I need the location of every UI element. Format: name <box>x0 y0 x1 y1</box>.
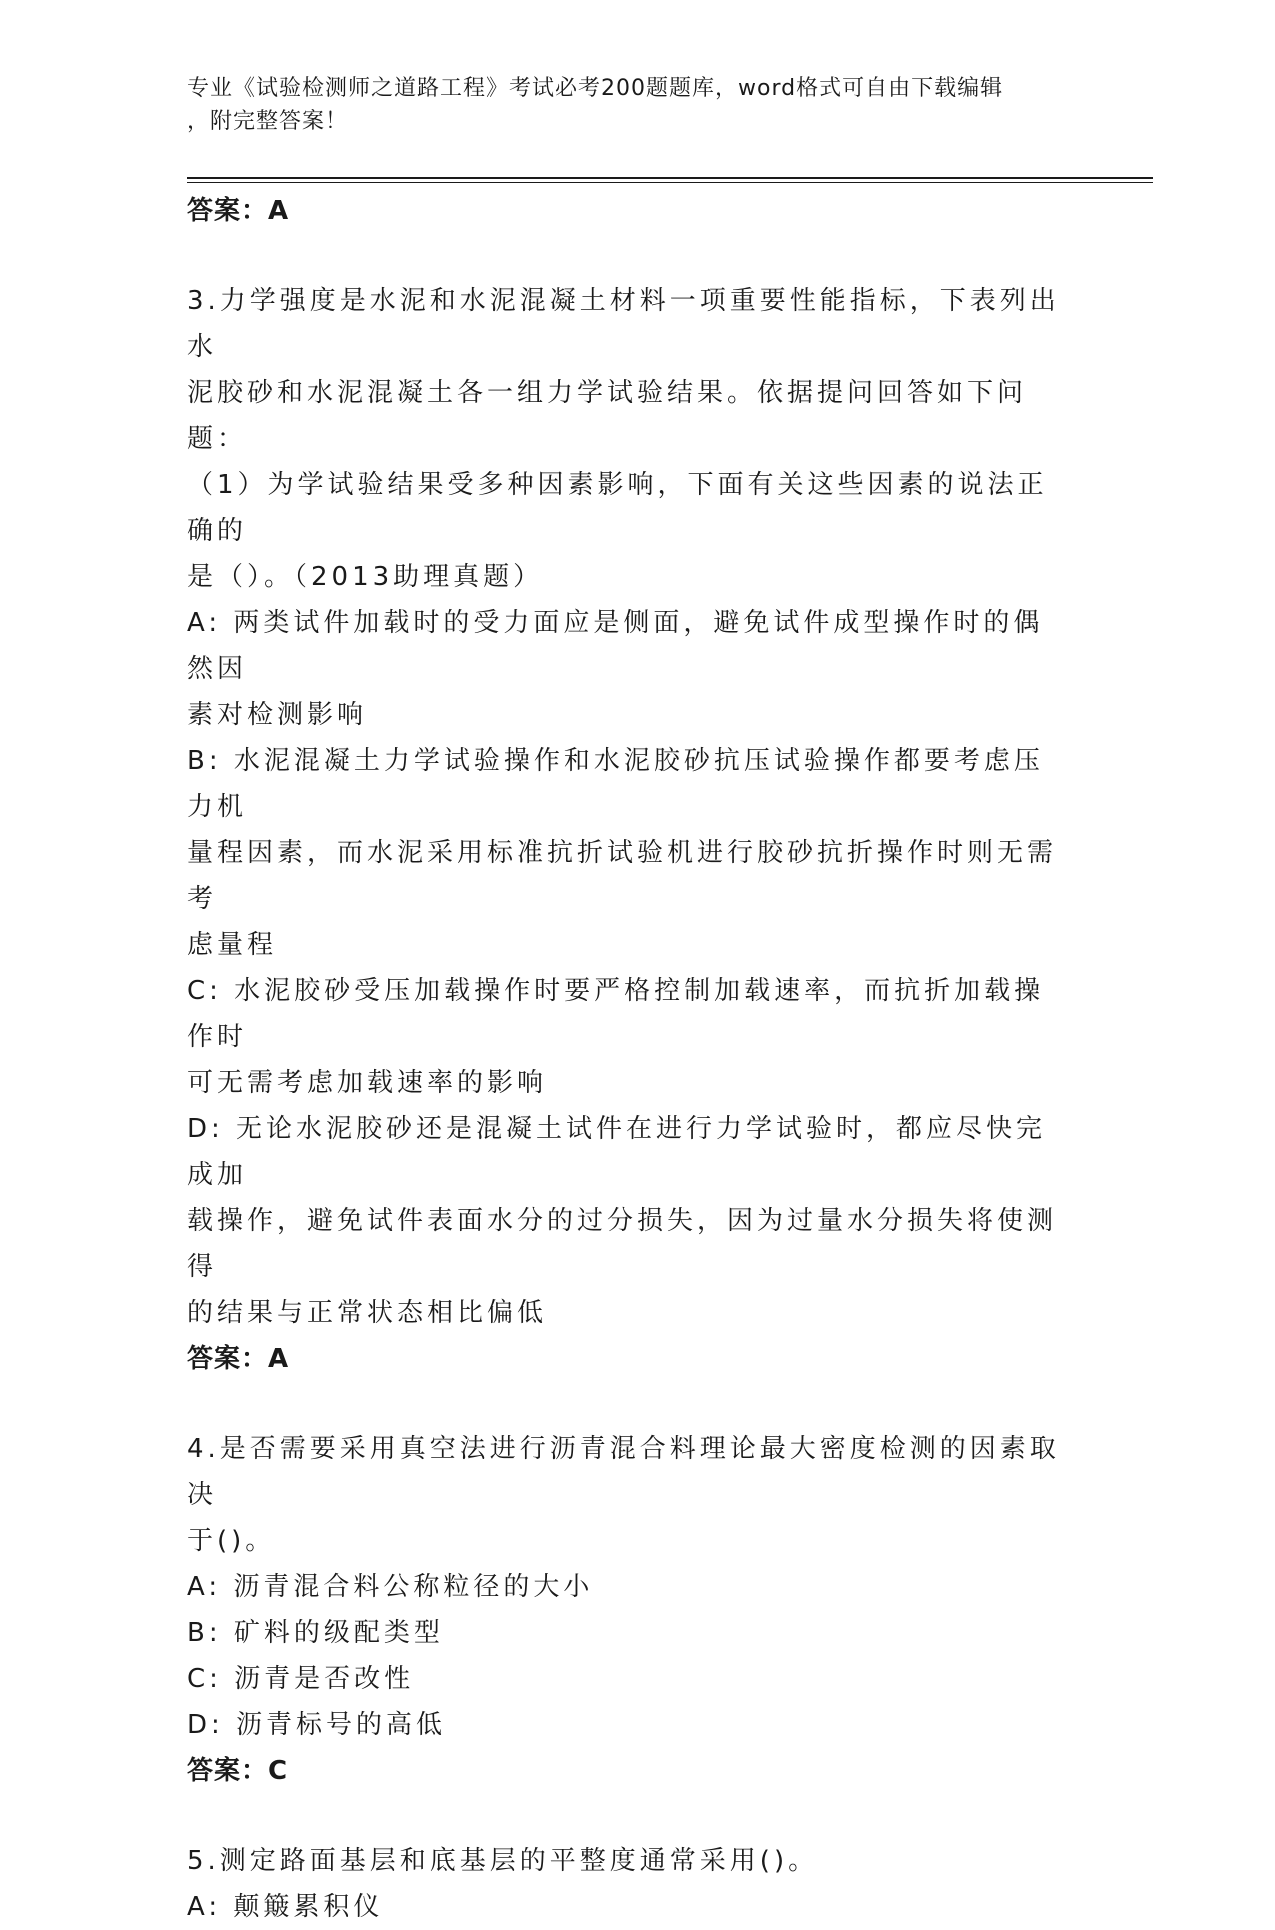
question-3-option-b <box>187 738 1072 968</box>
header-divider-thin <box>187 182 1153 183</box>
answer-prev: 答案：A <box>187 196 290 226</box>
question-3 <box>187 278 1072 1382</box>
option-line: 素对检测影响 <box>187 700 368 730</box>
option-line: 可无需考虑加载速率的影响 <box>187 1068 548 1098</box>
option-line: A: 两类试件加载时的受力面应是侧面，避免试件成型操作时的偶然因 <box>187 608 1044 684</box>
question-3-answer: 答案：A <box>187 1344 290 1374</box>
question-3-stem-line: 泥胶砂和水泥混凝土各一组力学试验结果。依据提问回答如下问题： <box>187 378 1028 454</box>
document-header <box>187 72 1087 138</box>
header-line-1: 专业《试验检测师之道路工程》考试必考200题题库，word格式可自由下载编辑 <box>187 76 1004 101</box>
option-line: 量程因素，而水泥采用标准抗折试验机进行胶砂抗折操作时则无需考 <box>187 838 1058 914</box>
question-4-answer: 答案：C <box>187 1756 289 1786</box>
spacer <box>187 1794 1072 1838</box>
question-3-stem-line: 3.力学强度是水泥和水泥混凝土材料一项重要性能指标，下表列出水 <box>187 286 1060 362</box>
option-line: B: 水泥混凝土力学试验操作和水泥胶砂抗压试验操作都要考虑压力机 <box>187 746 1044 822</box>
question-5-stem: 5.测定路面基层和底基层的平整度通常采用()。 <box>187 1846 819 1876</box>
question-5-option-a: A: 颠簸累积仪 <box>187 1892 384 1922</box>
question-4-option-d: D: 沥青标号的高低 <box>187 1710 447 1740</box>
question-4-option-a: A: 沥青混合料公称粒径的大小 <box>187 1572 594 1602</box>
question-3-option-d <box>187 1106 1072 1336</box>
option-line: 的结果与正常状态相比偏低 <box>187 1298 548 1328</box>
question-3-stem-line: （1）为学试验结果受多种因素影响，下面有关这些因素的说法正确的 <box>187 470 1048 546</box>
header-divider-thick <box>187 177 1153 179</box>
header-line-2: ，附完整答案！ <box>187 109 349 134</box>
question-5 <box>187 1838 1072 1930</box>
question-3-option-c <box>187 968 1072 1106</box>
option-line: 载操作，避免试件表面水分的过分损失，因为过量水分损失将使测得 <box>187 1206 1058 1282</box>
question-3-stem-line: 是（）。（2013助理真题） <box>187 562 544 592</box>
option-line: 虑量程 <box>187 930 278 960</box>
spacer <box>187 1382 1072 1426</box>
question-4-stem-line: 于()。 <box>187 1526 276 1556</box>
document-body <box>187 188 1072 1930</box>
spacer <box>187 234 1072 278</box>
question-4-option-b: B: 矿料的级配类型 <box>187 1618 444 1648</box>
question-4 <box>187 1426 1072 1794</box>
question-4-stem-line: 4.是否需要采用真空法进行沥青混合料理论最大密度检测的因素取决 <box>187 1434 1060 1510</box>
option-line: C: 水泥胶砂受压加载操作时要严格控制加载速率，而抗折加载操作时 <box>187 976 1045 1052</box>
question-4-option-c: C: 沥青是否改性 <box>187 1664 415 1694</box>
option-line: D: 无论水泥胶砂还是混凝土试件在进行力学试验时，都应尽快完成加 <box>187 1114 1047 1190</box>
question-3-option-a <box>187 600 1072 738</box>
